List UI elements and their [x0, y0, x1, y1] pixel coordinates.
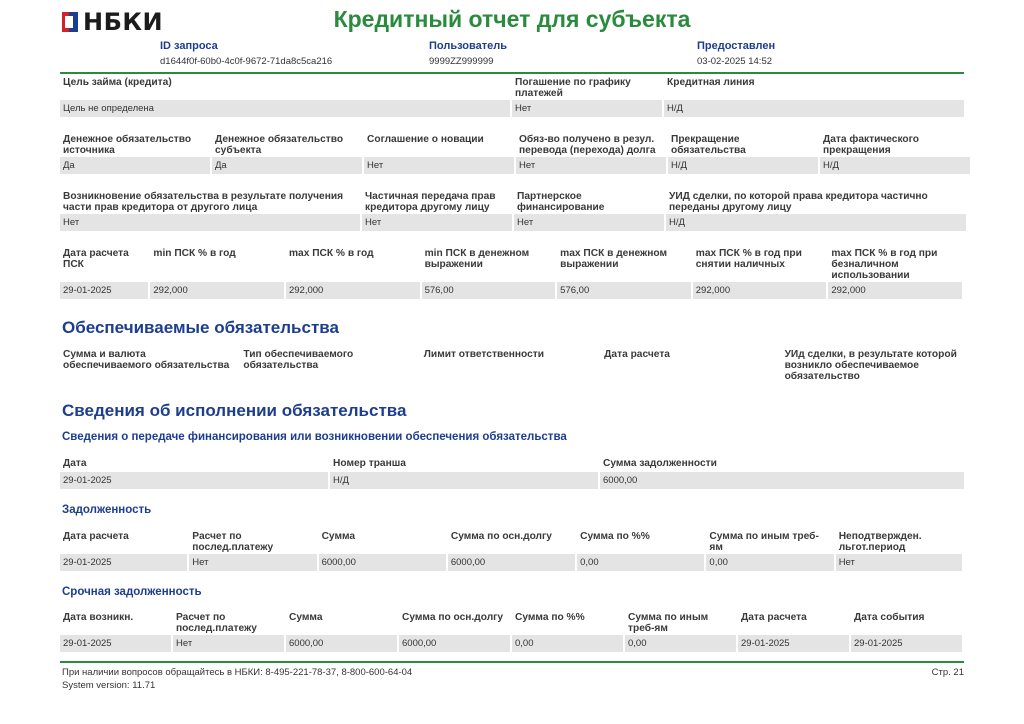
debt-sum-value: 6000,00 — [319, 554, 446, 571]
min-psk-percent-value: 292,000 — [150, 282, 284, 299]
max-psk-cash-value: 292,000 — [693, 282, 827, 299]
loan-purpose-header: Цель займа (кредита) — [63, 77, 172, 88]
max-psk-cashless-value: 292,000 — [828, 282, 962, 299]
min-psk-money-header: min ПСК в денежном выражении — [424, 248, 530, 270]
min-psk-percent-header: min ПСК % в год — [153, 248, 236, 259]
obligation-table — [58, 134, 972, 174]
user-value: 9999ZZ999999 — [429, 56, 494, 67]
urgent-calc-date-value: 29-01-2025 — [738, 635, 849, 652]
request-id-label: ID запроса — [160, 40, 218, 52]
partial-rights-transfer-header: Частичная передача прав кредитора другому лицу — [365, 191, 496, 213]
max-psk-percent-value: 292,000 — [286, 282, 420, 299]
nbki-logo — [62, 8, 163, 36]
secured-amount-header: Сумма и валюта обеспечиваемого обязательства — [63, 349, 230, 371]
footer-version: System version: 11.71 — [62, 680, 156, 691]
urgent-principal-header: Сумма по осн.долгу — [402, 612, 504, 623]
psk-date-header: Дата расчета ПСК — [63, 248, 129, 270]
transfer-subtitle: Сведения о передаче финансирования или возникновении обеспечения обязательства — [62, 431, 567, 443]
partial-rights-transfer-value: Нет — [362, 214, 512, 231]
max-psk-cashless-header: max ПСК % в год при безналичном использовании — [831, 248, 938, 281]
liability-limit-header: Лимит ответственности — [423, 349, 545, 360]
urgent-interest-header: Сумма по %% — [515, 612, 585, 623]
debt-principal-value: 6000,00 — [448, 554, 575, 571]
credit-line-header: Кредитная линия — [667, 77, 755, 88]
debt-grace-period-value: Нет — [836, 554, 962, 571]
min-psk-money-value: 576,00 — [422, 282, 556, 299]
max-psk-money-value: 576,00 — [557, 282, 691, 299]
partner-financing-value: Нет — [514, 214, 664, 231]
psk-date-value: 29-01-2025 — [60, 282, 148, 299]
secured-type-header: Тип обеспечиваемого обязательства — [243, 349, 354, 371]
tranche-number-header: Номер транша — [333, 458, 406, 469]
debt-last-payment-header: Расчет по послед.платежу — [192, 531, 274, 553]
partial-rights-received-header: Возникновение обязательства в результате получения части прав кредитора от другого лица — [63, 191, 344, 213]
rights-table — [58, 191, 968, 231]
termination-header: Прекращение обязательства — [671, 134, 746, 156]
provided-label: Предоставлен — [697, 40, 776, 52]
urgent-last-payment-header: Расчет по послед.платежу — [176, 612, 257, 634]
source-obligation-value: Да — [60, 157, 210, 174]
urgent-other-value: 0,00 — [625, 635, 736, 652]
urgent-interest-value: 0,00 — [512, 635, 623, 652]
debt-calc-date-header: Дата расчета — [63, 531, 129, 542]
novation-header: Соглашение о новации — [367, 134, 484, 145]
secured-obligations-title: Обеспечиваемые обязательства — [62, 318, 339, 337]
execution-title: Сведения об исполнении обязательства — [62, 401, 407, 420]
secured-obligations-table — [58, 349, 964, 383]
secured-deal-uid-header: УИд сделки, в результате которой возникло обеспечиваемое обязательство — [784, 349, 957, 382]
urgent-sum-value: 6000,00 — [286, 635, 397, 652]
urgent-last-payment-value: Нет — [173, 635, 284, 652]
page-title: Кредитный отчет для субъекта — [333, 6, 691, 32]
debt-other-value: 0,00 — [706, 554, 833, 571]
debt-transfer-header: Обяз-во получено в резул. перевода (перехода) долга — [519, 134, 656, 156]
loan-table — [58, 77, 966, 117]
request-id-value: d1644f0f-60b0-4c0f-9672-71da8c5ca216 — [160, 56, 333, 67]
debt-subtitle: Задолженность — [62, 504, 152, 516]
urgent-event-date-header: Дата события — [854, 612, 925, 623]
debt-grace-period-header: Неподтвержден. льгот.период — [838, 531, 922, 553]
source-obligation-header: Денежное обязательство источника — [63, 134, 192, 156]
urgent-origin-date-value: 29-01-2025 — [60, 635, 171, 652]
debt-calc-date-value: 29-01-2025 — [60, 554, 187, 571]
deal-uid-value: Н/Д — [666, 214, 966, 231]
debt-last-payment-value: Нет — [189, 554, 316, 571]
debt-transfer-value: Нет — [516, 157, 666, 174]
debt-amount-value: 6000,00 — [600, 472, 964, 489]
transfer-date-value: 29-01-2025 — [60, 472, 328, 489]
debt-amount-header: Сумма задолженности — [603, 458, 717, 469]
urgent-other-header: Сумма по иным треб-ям — [628, 612, 709, 634]
debt-principal-header: Сумма по осн.долгу — [450, 531, 552, 542]
debt-interest-value: 0,00 — [577, 554, 704, 571]
subject-obligation-header: Денежное обязательство субъекта — [215, 134, 344, 156]
logo-text: НБКИ — [83, 8, 164, 36]
urgent-calc-date-header: Дата расчета — [741, 612, 807, 623]
debt-interest-header: Сумма по %% — [580, 531, 650, 542]
partial-rights-received-value: Нет — [60, 214, 360, 231]
schedule-repayment-header: Погашение по графику платежей — [515, 77, 631, 99]
psk-table — [58, 248, 964, 299]
transfer-date-header: Дата — [63, 458, 87, 469]
termination-date-header: Дата фактического прекращения — [823, 134, 919, 156]
urgent-debt-table — [58, 612, 964, 652]
debt-sum-header: Сумма — [321, 531, 356, 542]
loan-purpose-value: Цель не определена — [60, 100, 510, 117]
schedule-repayment-value: Нет — [512, 100, 662, 117]
partner-financing-header: Партнерское финансирование — [517, 191, 605, 213]
page-number: Стр. 21 — [931, 667, 964, 678]
urgent-event-date-value: 29-01-2025 — [851, 635, 962, 652]
provided-value: 03-02-2025 14:52 — [697, 56, 773, 67]
debt-other-header: Сумма по иным треб-ям — [709, 531, 819, 553]
deal-uid-header: УИД сделки, по которой права кредитора частично переданы другому лицу — [669, 191, 928, 213]
header-divider — [60, 72, 964, 74]
footer-divider — [60, 661, 964, 663]
transfer-table — [58, 458, 966, 489]
secured-calc-date-header: Дата расчета — [604, 349, 670, 360]
user-label: Пользователь — [429, 40, 508, 52]
tranche-number-value: Н/Д — [330, 472, 598, 489]
termination-value: Н/Д — [668, 157, 818, 174]
urgent-origin-date-header: Дата возникн. — [63, 612, 134, 623]
subject-obligation-value: Да — [212, 157, 362, 174]
credit-line-value: Н/Д — [664, 100, 964, 117]
nbki-logo-icon — [62, 12, 78, 32]
urgent-principal-value: 6000,00 — [399, 635, 510, 652]
urgent-sum-header: Сумма — [289, 612, 323, 623]
max-psk-cash-header: max ПСК % в год при снятии наличных — [695, 248, 802, 270]
termination-date-value: Н/Д — [820, 157, 970, 174]
max-psk-percent-header: max ПСК % в год — [288, 248, 374, 259]
debt-table — [58, 531, 964, 571]
max-psk-money-header: max ПСК в денежном выражении — [560, 248, 668, 270]
novation-value: Нет — [364, 157, 514, 174]
urgent-debt-subtitle: Срочная задолженность — [62, 586, 202, 598]
footer-contact: При наличии вопросов обращайтесь в НБКИ: 8-495-221-78-37, 8-800-600-64-04 — [62, 667, 413, 678]
